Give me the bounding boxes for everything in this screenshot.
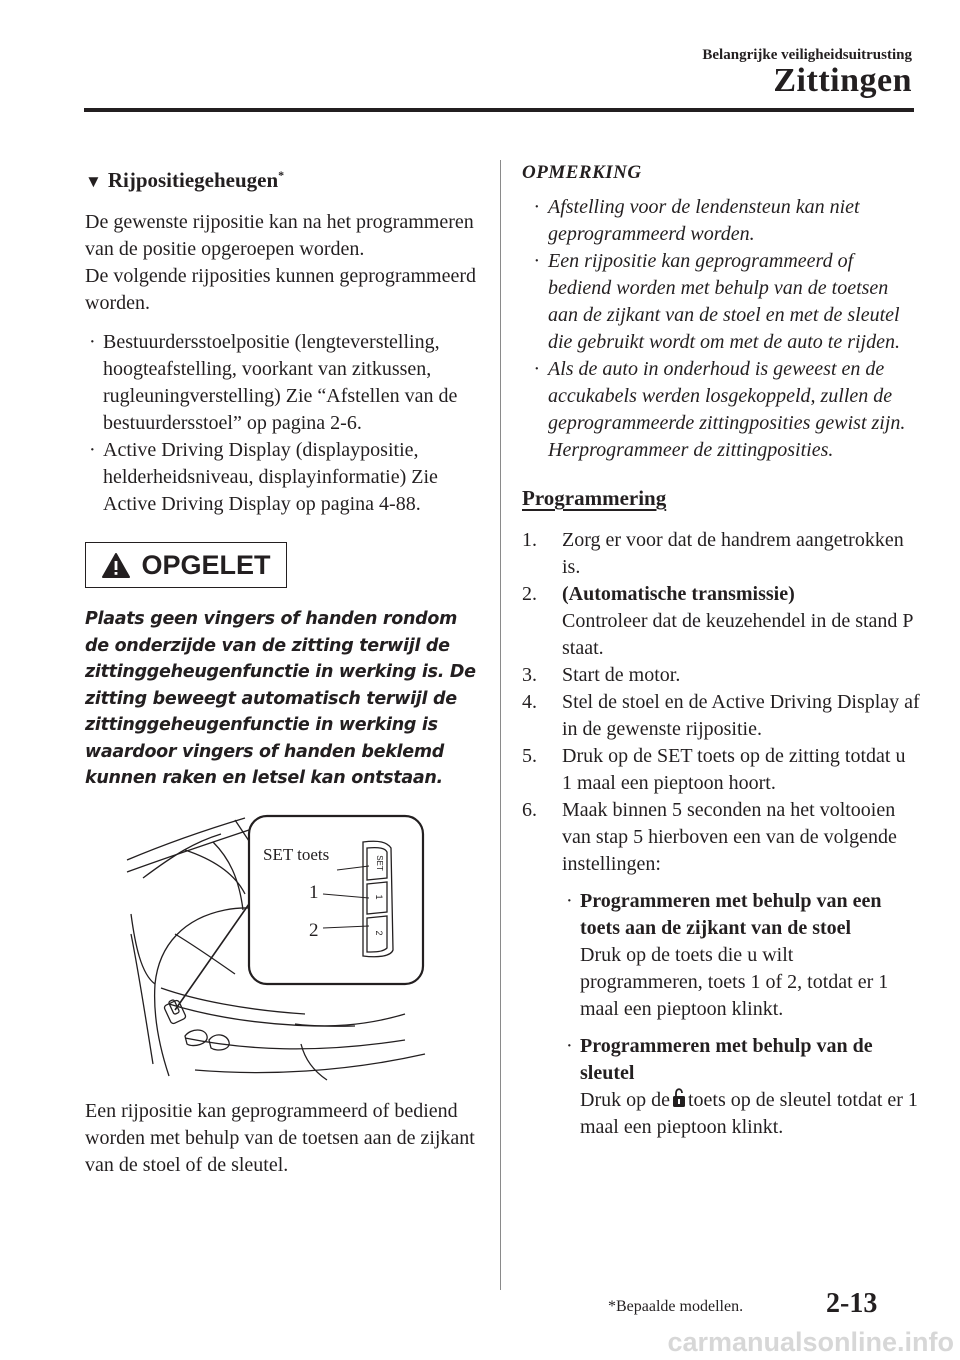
list-item — [85, 437, 485, 518]
sub-option-title: Programmeren met behulp van een toets aan de zijkant van de stoel — [580, 890, 882, 939]
callout-set-label: SET toets — [263, 844, 330, 864]
running-header-chapter: Zittingen — [773, 62, 912, 99]
bullet-dot: · — [534, 196, 539, 218]
sub-option-key — [522, 1033, 920, 1141]
heading-triangle-icon: ▼ — [85, 172, 102, 191]
programming-heading: Programmering — [522, 486, 667, 510]
list-item — [522, 194, 920, 248]
list-item — [85, 329, 485, 437]
unlock-key-icon — [672, 1088, 686, 1108]
after-illustration-paragraph: Een rijpositie kan geprogrammeerd of bediend worden met behulp van de toetsen aan de zijkant van de stoel of de sleutel. — [85, 1099, 475, 1176]
watermark: carmanualsonline.info — [667, 1327, 954, 1357]
step-item — [522, 527, 920, 581]
bullet-dot: · — [566, 1035, 573, 1057]
warning-triangle-icon — [101, 552, 131, 579]
list-item-text: Active Driving Display (displaypositie, helderheidsniveau, displayinformatie) Zie Active Driving Display op pagina 4-88. — [103, 439, 438, 515]
step-text: Stel de stoel en de Active Driving Display af in de gewenste rijpositie. — [562, 691, 920, 740]
callout-1-label: 1 — [309, 881, 319, 903]
left-column — [85, 162, 485, 1179]
step-item — [522, 743, 920, 797]
intro-paragraph-1: De gewenste rijpositie kan na het programmeren van de positie opgeroepen worden. — [85, 211, 474, 260]
bullet-dot: · — [534, 250, 539, 272]
step-item — [522, 797, 920, 878]
step-number: 3. — [522, 664, 537, 686]
sub-option-text-before: Druk op de — [580, 1089, 670, 1111]
list-item-text: Als de auto in onderhoud is geweest en de accukabels werden losgekoppeld, zullen de geprogrammeerde zittingposities gewist zijn. Herprogrammeer de zittingposities. — [548, 358, 906, 461]
section-heading — [85, 162, 485, 195]
button-1-label: 1 — [374, 893, 384, 900]
button-set-label: SET — [375, 854, 384, 871]
note-list — [522, 194, 920, 464]
bullet-dot: · — [534, 358, 539, 380]
running-header-section: Belangrijke veiligheidsuitrusting — [702, 47, 912, 63]
warning-label: OPGELET — [141, 549, 271, 580]
step-text: Controleer dat de keuzehendel in de stand P staat. — [562, 610, 913, 659]
footnote: *Bepaalde modellen. — [608, 1298, 744, 1315]
intro-paragraph-2: De volgende rijposities kunnen geprogrammeerd worden. — [85, 265, 476, 314]
step-item — [522, 662, 920, 689]
seat-memory-illustration — [125, 814, 470, 1082]
callout-2-label: 2 — [309, 919, 319, 941]
step-item — [522, 689, 920, 743]
step-text: Druk op de SET toets op de zitting totdat u 1 maal een pieptoon hoort. — [562, 745, 906, 794]
bullet-dot: · — [566, 890, 573, 912]
bullet-dot: · — [89, 331, 96, 353]
list-item-text: Een rijpositie kan geprogrammeerd of bediend worden met behulp van de toetsen aan de zijkant van de stoel en met de sleutel die gebruikt wordt om met de auto te rijden. — [548, 250, 900, 353]
note-title: OPMERKING — [522, 162, 642, 183]
sub-option-text-after: toets op de sleutel totdat er 1 maal een pieptoon klinkt. — [580, 1089, 918, 1138]
sub-option-title: Programmeren met behulp van de sleutel — [580, 1035, 873, 1084]
warning-text: Plaats geen vingers of handen rondom de onderzijde van de zitting terwijl de zittinggeheugenfunctie in werking is. De zitting beweegt automatisch terwijl de zittinggeheugenfunctie in werking is waardoor vingers of handen beklemd kunnen raken en letsel kan ontstaan. — [85, 609, 476, 788]
step-number: 5. — [522, 745, 537, 767]
list-item — [522, 356, 920, 464]
section-heading-text: Rijpositiegeheugen — [107, 168, 279, 192]
bullet-dot: · — [89, 439, 96, 461]
step-text: Maak binnen 5 seconden na het voltooien van stap 5 hierboven een van de volgende instellingen: — [562, 799, 897, 875]
step-bold-text: (Automatische transmissie) — [562, 583, 795, 605]
step-number: 4. — [522, 691, 537, 713]
steps-list — [522, 527, 920, 1141]
button-2-label: 2 — [374, 929, 384, 936]
warning-box — [85, 542, 287, 588]
position-list — [85, 329, 485, 518]
step-number: 1. — [522, 529, 537, 551]
seat-illustration-drawing — [125, 814, 470, 1082]
header-rule — [84, 108, 914, 112]
heading-asterisk: * — [278, 168, 285, 182]
step-text: Zorg er voor dat de handrem aangetrokken is. — [562, 529, 904, 578]
right-column — [522, 162, 920, 1141]
step-item — [522, 581, 920, 662]
step-text: Start de motor. — [562, 664, 681, 686]
page-number: 2-13 — [826, 1288, 878, 1319]
sub-option-seat-button — [522, 888, 920, 1023]
list-item-text: Afstelling voor de lendensteun kan niet geprogrammeerd worden. — [548, 196, 860, 245]
step-number: 6. — [522, 799, 537, 821]
list-item — [522, 248, 920, 356]
step-number: 2. — [522, 583, 537, 605]
sub-option-text: Druk op de toets die u wilt programmeren, toets 1 of 2, totdat er 1 maal een pieptoon klinkt. — [580, 944, 889, 1020]
column-divider — [500, 160, 501, 1290]
list-item-text: Bestuurdersstoelpositie (lengteverstelling, hoogteafstelling, voorkant van zitkussen, rugleuningverstelling) Zie “Afstellen van de bestuurdersstoel” op pagina 2-6. — [103, 331, 458, 434]
